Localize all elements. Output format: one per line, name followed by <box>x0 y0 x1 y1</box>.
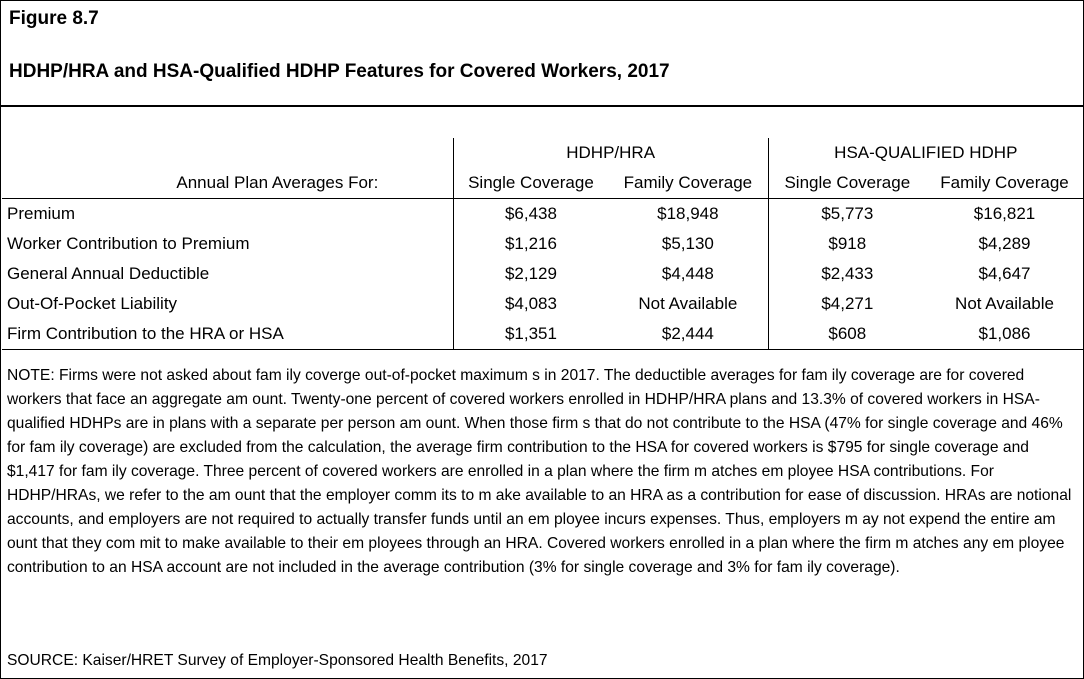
row-label: Out-Of-Pocket Liability <box>7 294 178 313</box>
table-cell: $4,448 <box>661 264 714 283</box>
table-cell: $16,821 <box>973 204 1036 223</box>
table-cell: $4,647 <box>978 264 1031 283</box>
table-cell: $5,130 <box>661 234 714 253</box>
table-cell: $4,289 <box>978 234 1031 253</box>
table-row <box>2 229 1083 259</box>
table-row <box>2 259 1083 289</box>
figure-label: Figure 8.7 <box>9 8 99 29</box>
table-cell: $6,438 <box>453 199 608 230</box>
column-header-hsa-family: Family Coverage <box>926 168 1083 199</box>
group-header-hdhp-hra: HDHP/HRA <box>453 138 768 168</box>
note-text: NOTE: Firms were not asked about fam ily coverge out-of-pocket maximum s in 2017. The deductible averages for fam ily coverage are for covered workers that face an aggregate am ount. Twenty-one percent of covered workers enrolled in HDHP/HRA plans and 13.3% of covered workers in HSA-qualified HDHPs are in plans with a separate per person am ount. When those firm s that do not contribute to the HSA (47% for single coverage and 46% for fam ily coverage) are excluded from the calculation, the average firm contribution to the HSA for covered workers is $795 for single coverage and $1,417 for fam ily coverage. Three percent of covered workers are enrolled in a plan where the firm m atches em ployee HSA contributions. For HDHP/HRAs, we refer to the am ount that the employer comm its to m ake available to an HRA as a contribution for ease of discussion. HRAs are notional accounts, and employers are not required to actually transfer funds until an em ployee incurs expenses. Thus, employers m ay not expend the entire am ount that they com mit to make available to their em ployees through an HRA. Covered workers enrolled in a plan where the firm m atches any em ployee contribution to an HSA account are not included in the average contribution (3% for single coverage and 3% for fam ily coverage). <box>7 367 1072 576</box>
column-header-hra-single: Single Coverage <box>453 168 608 199</box>
table-cell: $5,773 <box>768 199 926 230</box>
table-cell: $1,351 <box>453 319 608 350</box>
table-row <box>2 319 1083 350</box>
table-cell: $1,086 <box>926 319 1083 350</box>
row-label: Premium <box>7 204 76 223</box>
column-header-row <box>2 168 1083 199</box>
table-cell: Not Available <box>955 294 1054 313</box>
header-spacer <box>2 138 453 168</box>
row-label: Firm Contribution to the HRA or HSA <box>2 319 453 350</box>
row-header-label: Annual Plan Averages For: <box>2 168 453 199</box>
table-cell: $4,271 <box>768 289 926 319</box>
table-cell: $918 <box>768 229 926 259</box>
source-text: SOURCE: Kaiser/HRET Survey of Employer-Sponsored Health Benefits, 2017 <box>7 652 548 669</box>
table-cell: $18,948 <box>657 204 719 223</box>
group-header-hsa-hdhp: HSA-QUALIFIED HDHP <box>768 138 1083 168</box>
row-label: Worker Contribution to Premium <box>7 234 250 253</box>
table-cell: $2,433 <box>768 259 926 289</box>
row-label: General Annual Deductible <box>7 264 210 283</box>
table-cell: $4,083 <box>453 289 608 319</box>
group-header-row <box>2 138 1083 168</box>
table-cell: Not Available <box>638 294 738 313</box>
column-header-hsa-single: Single Coverage <box>768 168 926 199</box>
figure-header <box>1 1 1083 107</box>
table-cell: $2,129 <box>453 259 608 289</box>
table-cell: $608 <box>768 319 926 350</box>
plan-features-table <box>2 138 1083 350</box>
figure-title: HDHP/HRA and HSA-Qualified HDHP Features for Covered Workers, 2017 <box>9 61 670 82</box>
table-row <box>2 199 1083 230</box>
table-cell: $2,444 <box>608 319 768 350</box>
table-row <box>2 289 1083 319</box>
column-header-hra-family: Family Coverage <box>608 168 768 199</box>
table-cell: $1,216 <box>453 229 608 259</box>
